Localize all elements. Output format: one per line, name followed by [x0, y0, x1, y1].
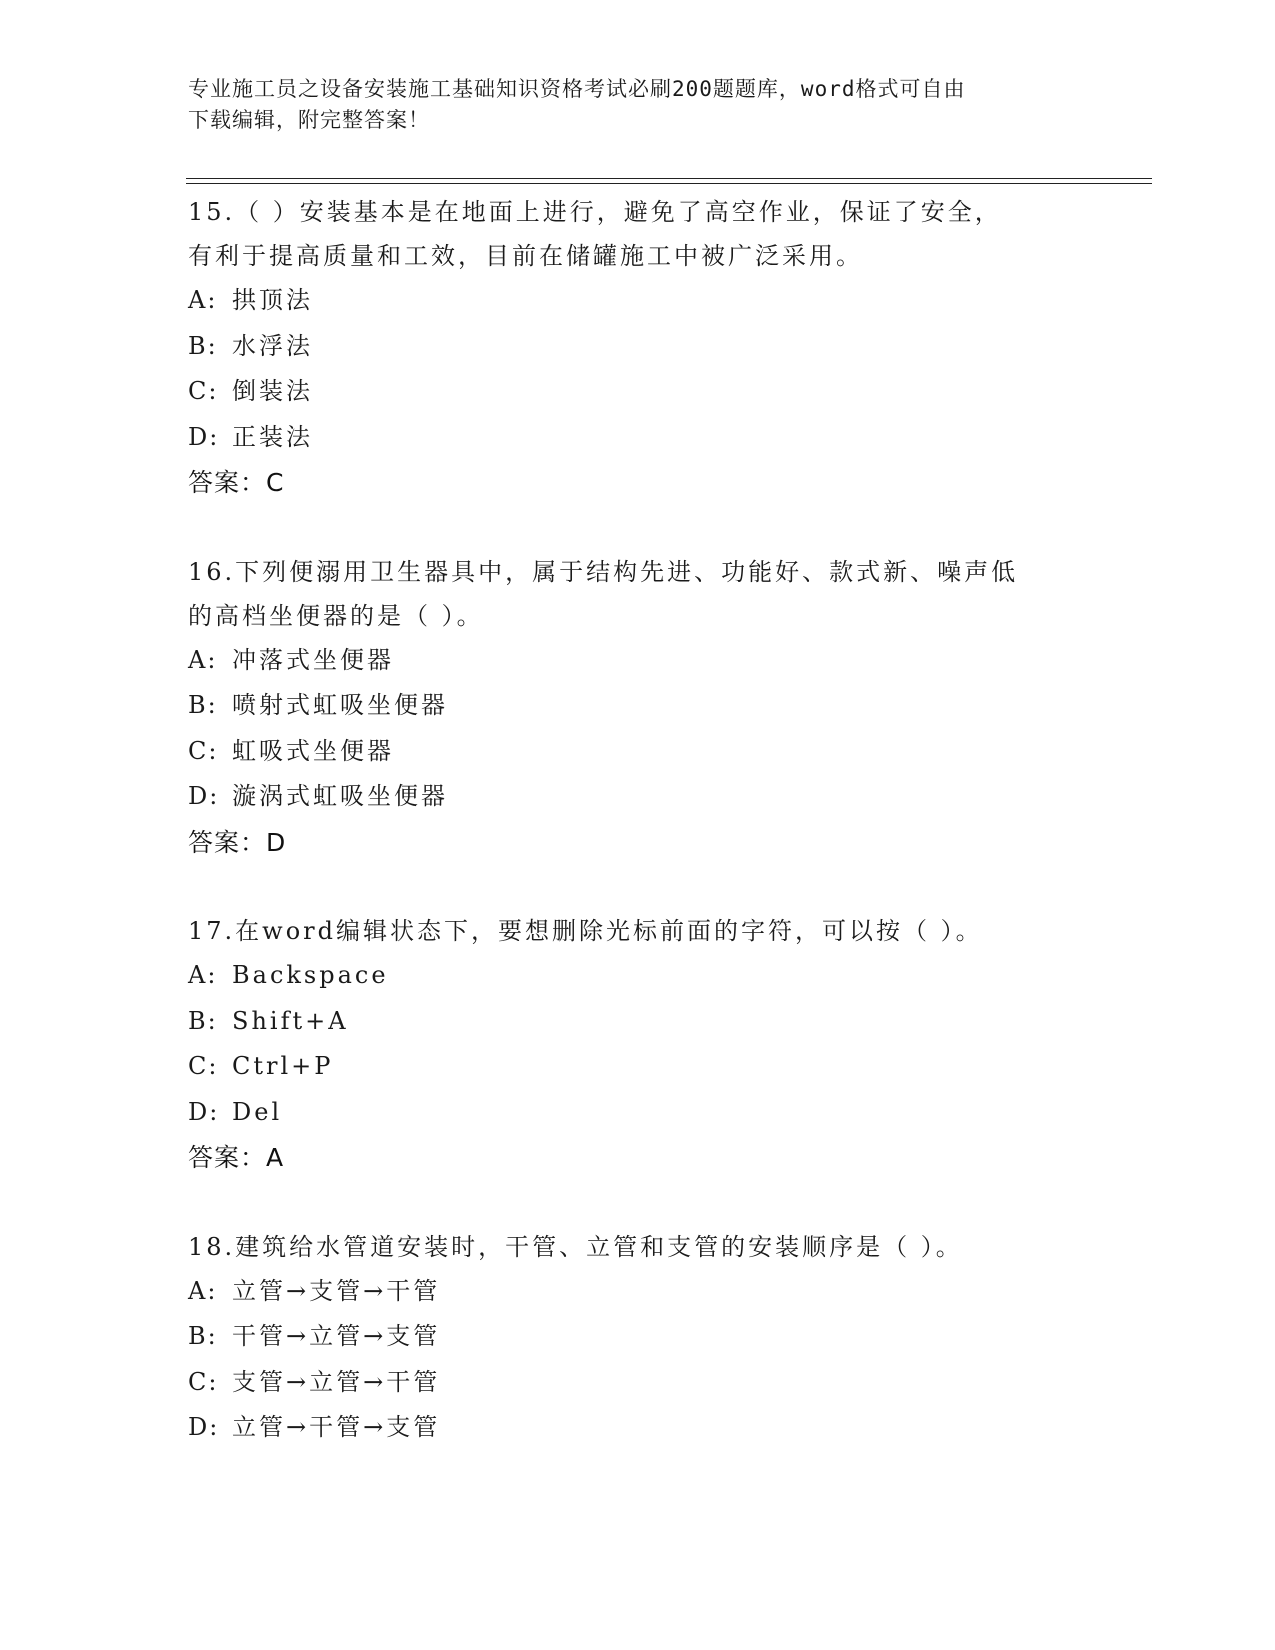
option-d [188, 1405, 1088, 1451]
option-a [188, 953, 1088, 999]
option-a [188, 1269, 1088, 1315]
option-b [188, 683, 1088, 729]
option-b [188, 1314, 1088, 1360]
header-line-2: 下载编辑，附完整答案！ [188, 108, 430, 132]
option-d [188, 774, 1088, 820]
option-letter: A: [188, 286, 218, 314]
answer-line: 答案：D [188, 827, 287, 857]
option-letter: D: [188, 1413, 220, 1441]
option-letter: B: [188, 691, 218, 719]
question-15 [188, 190, 1088, 506]
option-b [188, 999, 1088, 1045]
option-letter: A: [188, 961, 218, 989]
option-text: 支管→立管→干管 [232, 1367, 441, 1396]
question-stem-line-2: 有利于提高质量和工效，目前在储罐施工中被广泛采用。 [188, 242, 863, 270]
document-header [188, 74, 1088, 136]
question-list [188, 190, 1088, 1451]
question-stem-line-1: 16.下列便溺用卫生器具中，属于结构先进、功能好、款式新、噪声低 [188, 557, 1019, 586]
option-text: 正装法 [232, 422, 313, 451]
option-c [188, 1360, 1088, 1406]
option-letter: A: [188, 1276, 218, 1305]
option-a [188, 278, 1088, 324]
option-c [188, 1044, 1088, 1090]
option-text: 漩涡式虹吸坐便器 [232, 782, 448, 810]
option-letter: D: [188, 422, 220, 451]
option-letter: D: [188, 1097, 220, 1126]
option-letter: A: [188, 645, 218, 674]
option-d [188, 1090, 1088, 1136]
option-a [188, 638, 1088, 684]
question-18 [188, 1225, 1088, 1451]
option-letter: C: [188, 1052, 219, 1080]
option-letter: D: [188, 782, 220, 810]
option-text: Backspace [232, 961, 389, 989]
option-text: Shift+A [232, 1006, 349, 1035]
option-letter: B: [188, 331, 218, 360]
option-text: Del [232, 1097, 283, 1126]
header-divider-bottom [186, 183, 1152, 184]
option-text: 倒装法 [232, 377, 313, 405]
option-text: 拱顶法 [232, 286, 313, 314]
option-c [188, 369, 1088, 415]
option-text: 水浮法 [232, 331, 313, 360]
header-divider-top [186, 178, 1152, 179]
option-b [188, 324, 1088, 370]
option-text: 立管→干管→支管 [232, 1413, 441, 1441]
option-letter: C: [188, 1367, 219, 1396]
answer-line: 答案：C [188, 468, 285, 497]
question-stem-line-1: 15.（ ）安装基本是在地面上进行，避免了高空作业，保证了安全， [188, 198, 1002, 226]
question-17 [188, 909, 1088, 1181]
option-text: 立管→支管→干管 [232, 1276, 441, 1305]
question-stem-line-1: 17.在word编辑状态下，要想删除光标前面的字符，可以按（ ）。 [188, 917, 983, 945]
answer-line: 答案：A [188, 1143, 285, 1172]
option-letter: C: [188, 377, 219, 405]
option-d [188, 415, 1088, 461]
question-16 [188, 550, 1088, 866]
option-text: 冲落式坐便器 [232, 645, 394, 674]
option-text: 干管→立管→支管 [232, 1322, 441, 1350]
option-c [188, 729, 1088, 775]
option-text: Ctrl+P [232, 1052, 334, 1080]
option-letter: B: [188, 1322, 218, 1350]
option-letter: B: [188, 1006, 218, 1035]
option-letter: C: [188, 736, 219, 765]
question-stem-line-2: 的高档坐便器的是（ ）。 [188, 601, 484, 630]
question-stem-line-1: 18.建筑给水管道安装时，干管、立管和支管的安装顺序是（ ）。 [188, 1232, 963, 1261]
header-line-1: 专业施工员之设备安装施工基础知识资格考试必刷200题题库，word格式可自由 [188, 77, 966, 101]
option-text: 喷射式虹吸坐便器 [232, 691, 448, 719]
option-text: 虹吸式坐便器 [232, 736, 394, 765]
